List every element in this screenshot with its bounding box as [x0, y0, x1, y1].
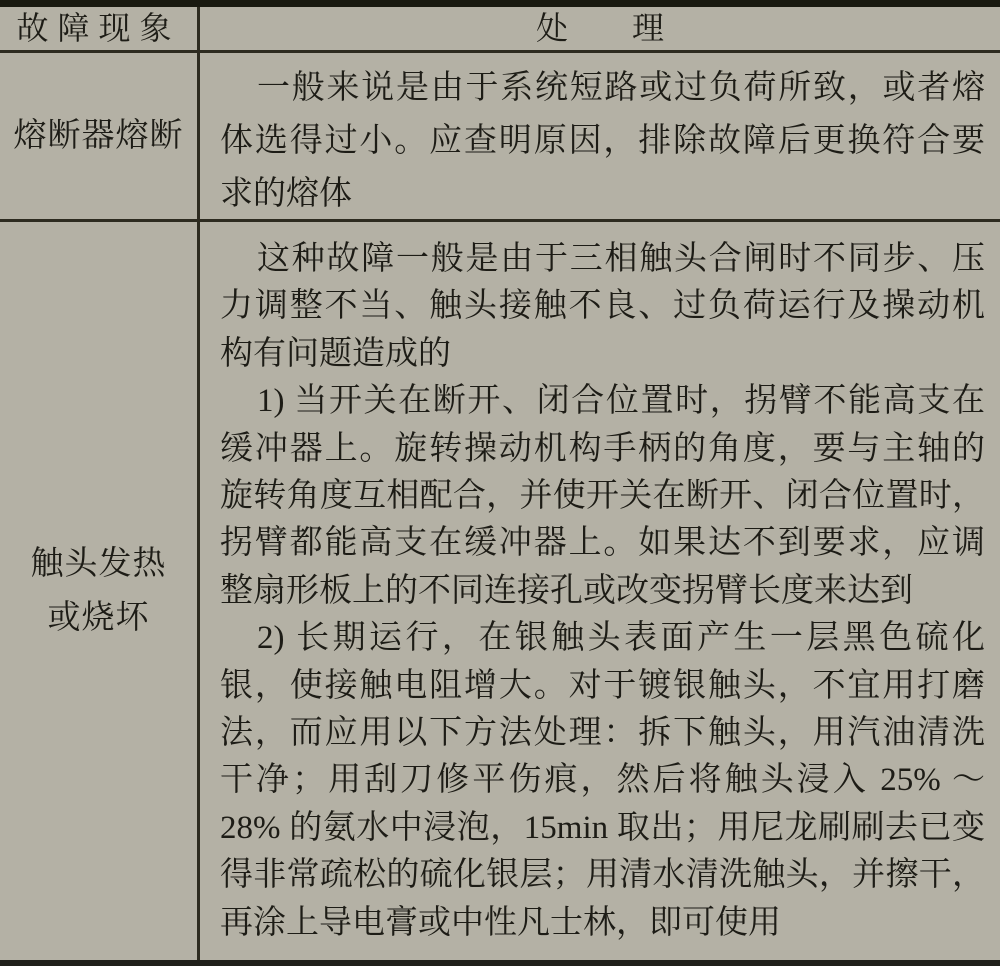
table-header-row: [0, 7, 1000, 50]
treatment-text-line: 1) 当开关在断开、闭合位置时，拐臂不能高支在: [257, 383, 985, 420]
treatment-text-line: 体选得过小。应查明原因，排除故障后更换符合要: [220, 123, 985, 159]
treatment-text-line: 28% 的氨水中浸泡，15min 取出；用尼龙刷刷去已变: [220, 809, 985, 846]
treatment-cell-fuse: [200, 53, 1000, 219]
treatment-text-line: 求的熔体: [220, 176, 352, 212]
treatment-text-line: 银，使接触电阻增大。对于镀银触头，不宜用打磨: [220, 667, 985, 704]
treatment-text-line: 再涂上导电膏或中性凡士林，即可使用: [220, 904, 781, 941]
treatment-text-line: 干净；用刮刀修平伤痕，然后将触头浸入 25% ～: [220, 762, 985, 799]
table-top-border: [0, 0, 1000, 7]
treatment-text-line: 2) 长期运行，在银触头表面产生一层黑色硫化: [257, 620, 985, 657]
treatment-text-line: 构有问题造成的: [220, 335, 451, 372]
treatment-text-line: 力调整不当、触头接触不良、过负荷运行及操动机: [220, 288, 985, 325]
treatment-text-line: 整扇形板上的不同连接孔或改变拐臂长度来达到: [220, 572, 913, 609]
treatment-text-line: 这种故障一般是由于三相触头合闸时不同步、压: [257, 241, 985, 277]
treatment-cell-contact: [200, 222, 1000, 960]
fault-label-line: 触头发热: [30, 546, 167, 582]
treatment-text-line: 缓冲器上。旋转操动机构手柄的角度，要与主轴的: [220, 430, 985, 467]
table-row-fuse: [0, 53, 1000, 219]
fault-cell-fuse: [0, 53, 197, 219]
header-fault-phenomenon: 故障现象: [16, 10, 181, 46]
fault-label-line: 或烧坏: [47, 600, 150, 636]
treatment-text-line: 得非常疏松的硫化银层；用清水清洗触头，并擦干，: [220, 857, 985, 894]
table-row-contact: [0, 222, 1000, 960]
treatment-text-line: 法，而应用以下方法处理：拆下触头，用汽油清洗: [220, 715, 985, 752]
treatment-text-line: 旋转角度互相配合，并使开关在断开、闭合位置时，: [220, 478, 985, 515]
treatment-text-line: 一般来说是由于系统短路或过负荷所致，或者熔: [257, 70, 985, 106]
fault-label-line: 熔断器熔断: [13, 118, 184, 154]
header-treatment: 处 理: [535, 10, 664, 46]
table-bottom-border: [0, 960, 1000, 966]
treatment-text-line: 拐臂都能高支在缓冲器上。如果达不到要求，应调: [220, 525, 985, 562]
fault-cell-contact: [0, 222, 197, 960]
